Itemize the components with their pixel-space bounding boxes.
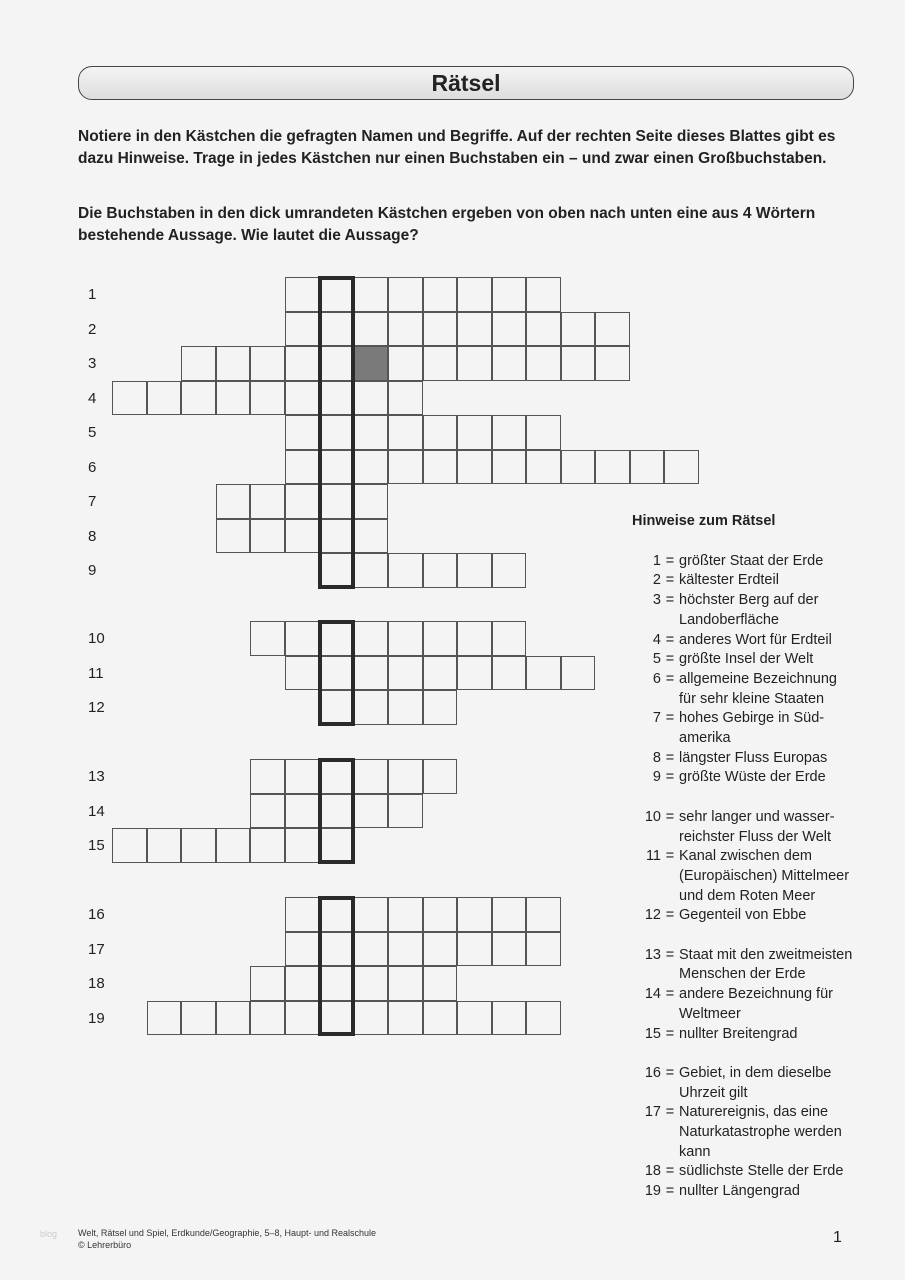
clue-text: Staat mit den zweitmeisten xyxy=(679,946,853,963)
row-number: 1 xyxy=(88,286,97,303)
clue-item xyxy=(632,571,852,591)
letter-cell[interactable] xyxy=(388,690,423,725)
row-number: 6 xyxy=(88,458,97,476)
clue-item xyxy=(632,1162,852,1182)
clue-number xyxy=(632,1143,661,1163)
clue-continuation xyxy=(632,867,852,887)
clue-text: Gegenteil von Ebbe xyxy=(679,907,807,924)
letter-cell[interactable] xyxy=(457,415,492,450)
equals-sign: = xyxy=(665,631,675,648)
clue-number: 12 xyxy=(644,907,661,924)
letter-cell[interactable] xyxy=(216,381,251,416)
letter-cell[interactable] xyxy=(492,1001,527,1036)
letter-cell[interactable] xyxy=(285,1001,320,1036)
letter-cell[interactable] xyxy=(526,656,561,691)
letter-cell[interactable] xyxy=(250,1001,285,1036)
letter-cell[interactable] xyxy=(457,621,492,656)
equals-sign: = xyxy=(665,769,675,786)
equals-sign: = xyxy=(665,572,675,589)
clue-item xyxy=(632,768,852,788)
clue-number: 5 xyxy=(652,651,661,668)
clue-text: Landoberfläche xyxy=(679,611,779,628)
clue-item xyxy=(632,1103,852,1123)
letter-cell[interactable] xyxy=(388,794,423,829)
letter-cell[interactable] xyxy=(561,312,596,347)
letter-cell[interactable] xyxy=(526,897,561,932)
letter-cell[interactable] xyxy=(354,1001,389,1036)
letter-cell[interactable] xyxy=(388,450,423,485)
equals-sign xyxy=(661,828,679,848)
letter-cell[interactable] xyxy=(526,346,561,381)
clue-number xyxy=(632,1005,661,1025)
letter-cell[interactable] xyxy=(285,346,320,381)
letter-cell[interactable] xyxy=(285,966,320,1001)
clue-continuation xyxy=(632,965,852,985)
letter-cell[interactable] xyxy=(285,312,320,347)
letter-cell[interactable] xyxy=(457,656,492,691)
letter-cell[interactable] xyxy=(388,966,423,1001)
letter-cell[interactable] xyxy=(492,312,527,347)
clue-number xyxy=(632,1084,661,1104)
clue-number: 17 xyxy=(644,1104,661,1121)
clue-continuation xyxy=(632,1143,852,1163)
clue-text: für sehr kleine Staaten xyxy=(679,690,825,707)
letter-cell[interactable] xyxy=(457,932,492,967)
clue-item xyxy=(632,631,852,651)
letter-cell[interactable] xyxy=(285,277,320,312)
instructions-paragraph-2: Die Buchstaben in den dick umrandeten Kästchen ergeben von oben nach unten eine aus 4 Wörtern bestehende Aussage. Wie lautet die Aussage? xyxy=(78,205,816,244)
letter-cell[interactable] xyxy=(354,312,389,347)
solution-column-outline xyxy=(318,620,355,726)
clue-continuation xyxy=(632,611,852,631)
clue-text: Uhrzeit gilt xyxy=(679,1084,748,1101)
clue-text: höchster Berg auf der xyxy=(679,592,819,609)
equals-sign: = xyxy=(665,907,675,924)
letter-cell[interactable] xyxy=(216,484,251,519)
letter-cell[interactable] xyxy=(285,828,320,863)
letter-cell[interactable] xyxy=(423,656,458,691)
letter-cell[interactable] xyxy=(112,381,147,416)
letter-cell[interactable] xyxy=(492,450,527,485)
page-title: Rätsel xyxy=(78,66,854,100)
letter-cell[interactable] xyxy=(285,621,320,656)
letter-cell[interactable] xyxy=(285,897,320,932)
letter-cell[interactable] xyxy=(388,277,423,312)
equals-sign: = xyxy=(665,986,675,1003)
clue-number: 9 xyxy=(652,769,661,786)
clue-number: 19 xyxy=(644,1183,661,1200)
solution-column-outline xyxy=(318,276,355,589)
clue-number xyxy=(632,1123,661,1143)
letter-cell[interactable] xyxy=(354,415,389,450)
letter-cell[interactable] xyxy=(423,897,458,932)
row-number: 2 xyxy=(88,320,97,338)
letter-cell[interactable] xyxy=(354,553,389,588)
equals-sign xyxy=(661,1123,679,1143)
letter-cell[interactable] xyxy=(354,450,389,485)
equals-sign: = xyxy=(665,1025,675,1042)
equals-sign: = xyxy=(665,749,675,766)
clue-item xyxy=(632,906,852,926)
letter-cell[interactable] xyxy=(492,897,527,932)
equals-sign xyxy=(661,887,679,907)
solution-column-outline xyxy=(318,896,355,1036)
clue-text: Kanal zwischen dem xyxy=(679,848,812,865)
row-number: 8 xyxy=(88,527,97,545)
row-number: 13 xyxy=(88,768,105,785)
letter-cell[interactable] xyxy=(250,828,285,863)
equals-sign xyxy=(661,729,679,749)
letter-cell[interactable] xyxy=(423,1001,458,1036)
letter-cell[interactable] xyxy=(147,1001,182,1036)
clue-item xyxy=(632,650,852,670)
letter-cell[interactable] xyxy=(388,759,423,794)
letter-cell[interactable] xyxy=(492,553,527,588)
equals-sign: = xyxy=(665,808,675,825)
clue-text: andere Bezeichnung für xyxy=(679,986,833,1003)
equals-sign: = xyxy=(665,848,675,865)
letter-cell[interactable] xyxy=(250,346,285,381)
letter-cell[interactable] xyxy=(595,312,630,347)
letter-cell[interactable] xyxy=(664,450,699,485)
letter-cell[interactable] xyxy=(423,450,458,485)
letter-cell[interactable] xyxy=(423,277,458,312)
clue-text: und dem Roten Meer xyxy=(679,887,816,904)
clues-title: Hinweise zum Rätsel xyxy=(632,513,776,529)
row-number: 9 xyxy=(88,562,97,579)
clue-number: 8 xyxy=(652,749,661,766)
row-number: 3 xyxy=(88,355,97,372)
letter-cell[interactable] xyxy=(388,1001,423,1036)
shaded-cell xyxy=(354,346,389,381)
letter-cell[interactable] xyxy=(457,897,492,932)
clue-item xyxy=(632,552,852,572)
clue-text: südlichste Stelle der Erde xyxy=(679,1163,844,1180)
clue-number: 1 xyxy=(652,552,661,569)
clue-number: 3 xyxy=(652,592,661,609)
clue-number xyxy=(632,828,661,848)
equals-sign xyxy=(661,611,679,631)
clue-number: 14 xyxy=(644,986,661,1003)
equals-sign xyxy=(661,1005,679,1025)
clue-number: 16 xyxy=(644,1064,661,1081)
clue-item xyxy=(632,709,852,729)
letter-cell[interactable] xyxy=(181,346,216,381)
letter-cell[interactable] xyxy=(354,897,389,932)
letter-cell[interactable] xyxy=(388,656,423,691)
letter-cell[interactable] xyxy=(595,346,630,381)
page-number: 1 xyxy=(833,1229,842,1246)
clue-number: 13 xyxy=(644,946,661,963)
letter-cell[interactable] xyxy=(492,346,527,381)
clue-number: 18 xyxy=(644,1163,661,1180)
clue-text: sehr langer und wasser- xyxy=(679,808,835,825)
letter-cell[interactable] xyxy=(457,553,492,588)
letter-cell[interactable] xyxy=(354,277,389,312)
letter-cell[interactable] xyxy=(388,621,423,656)
equals-sign: = xyxy=(665,1064,675,1081)
letter-cell[interactable] xyxy=(354,519,389,554)
clue-text: reichster Fluss der Welt xyxy=(679,828,832,845)
clue-text: Weltmeer xyxy=(679,1005,741,1022)
letter-cell[interactable] xyxy=(423,621,458,656)
letter-cell[interactable] xyxy=(526,415,561,450)
clue-text: längster Fluss Europas xyxy=(679,749,828,766)
letter-cell[interactable] xyxy=(423,690,458,725)
clue-number: 2 xyxy=(652,572,661,589)
clue-number: 11 xyxy=(645,848,661,865)
clue-number: 4 xyxy=(652,631,661,648)
clue-number: 10 xyxy=(644,808,661,825)
clue-item xyxy=(632,946,852,966)
clue-continuation xyxy=(632,828,852,848)
letter-cell[interactable] xyxy=(457,312,492,347)
letter-cell[interactable] xyxy=(388,381,423,416)
letter-cell[interactable] xyxy=(561,656,596,691)
letter-cell[interactable] xyxy=(526,277,561,312)
row-number: 19 xyxy=(88,1009,105,1027)
letter-cell[interactable] xyxy=(388,553,423,588)
letter-cell[interactable] xyxy=(561,346,596,381)
letter-cell[interactable] xyxy=(216,828,251,863)
letter-cell[interactable] xyxy=(457,277,492,312)
letter-cell[interactable] xyxy=(354,966,389,1001)
letter-cell[interactable] xyxy=(354,656,389,691)
letter-cell[interactable] xyxy=(423,966,458,1001)
clue-text: (Europäischen) Mittelmeer xyxy=(679,867,850,884)
letter-cell[interactable] xyxy=(492,621,527,656)
letter-cell[interactable] xyxy=(492,277,527,312)
letter-cell[interactable] xyxy=(112,828,147,863)
letter-cell[interactable] xyxy=(423,346,458,381)
letter-cell[interactable] xyxy=(388,897,423,932)
clue-text: Menschen der Erde xyxy=(679,966,806,983)
letter-cell[interactable] xyxy=(250,519,285,554)
letter-cell[interactable] xyxy=(285,450,320,485)
clue-number: 6 xyxy=(652,670,661,687)
equals-sign xyxy=(661,690,679,710)
clue-item xyxy=(632,808,852,828)
letter-cell[interactable] xyxy=(561,450,596,485)
clue-text: nullter Längengrad xyxy=(679,1183,800,1200)
letter-cell[interactable] xyxy=(526,1001,561,1036)
clue-text: kann xyxy=(679,1143,711,1160)
row-number: 12 xyxy=(88,699,105,716)
row-number: 11 xyxy=(88,664,104,682)
clue-item xyxy=(632,670,852,690)
clue-text: amerika xyxy=(679,730,731,747)
letter-cell[interactable] xyxy=(285,415,320,450)
letter-cell[interactable] xyxy=(250,621,285,656)
row-number: 10 xyxy=(88,630,105,647)
letter-cell[interactable] xyxy=(250,759,285,794)
equals-sign xyxy=(661,867,679,887)
footer-copyright: © Lehrerbüro xyxy=(78,1240,132,1250)
equals-sign xyxy=(661,1143,679,1163)
letter-cell[interactable] xyxy=(285,656,320,691)
clue-number xyxy=(632,887,661,907)
clue-item xyxy=(632,1064,852,1084)
clue-text: Gebiet, in dem dieselbe xyxy=(679,1064,832,1081)
letter-cell[interactable] xyxy=(388,932,423,967)
row-number: 18 xyxy=(88,975,105,992)
equals-sign: = xyxy=(665,710,675,727)
equals-sign: = xyxy=(665,1163,675,1180)
letter-cell[interactable] xyxy=(285,794,320,829)
clue-text: größte Insel der Welt xyxy=(679,651,814,668)
letter-cell[interactable] xyxy=(216,1001,251,1036)
clue-number xyxy=(632,690,661,710)
letter-cell[interactable] xyxy=(354,932,389,967)
clue-number xyxy=(632,965,661,985)
letter-cell[interactable] xyxy=(285,381,320,416)
letter-cell[interactable] xyxy=(285,484,320,519)
letter-cell[interactable] xyxy=(630,450,665,485)
row-number: 17 xyxy=(88,940,105,958)
clue-continuation xyxy=(632,887,852,907)
clue-text: anderes Wort für Erdteil xyxy=(679,631,832,648)
clue-continuation xyxy=(632,690,852,710)
letter-cell[interactable] xyxy=(526,450,561,485)
watermark: blog xyxy=(40,1229,58,1239)
letter-cell[interactable] xyxy=(457,450,492,485)
clue-item xyxy=(632,1182,852,1202)
letter-cell[interactable] xyxy=(354,690,389,725)
solution-column-outline xyxy=(318,758,355,864)
clue-number xyxy=(632,611,661,631)
clue-text: Naturereignis, das eine xyxy=(679,1104,829,1121)
equals-sign: = xyxy=(665,592,675,609)
letter-cell[interactable] xyxy=(492,656,527,691)
row-number: 15 xyxy=(88,837,105,854)
footer-source: Welt, Rätsel und Spiel, Erdkunde/Geographie, 5–8, Haupt- und Realschule xyxy=(78,1228,377,1238)
clues-panel xyxy=(632,512,852,1202)
instructions-paragraph-1: Notiere in den Kästchen die gefragten Namen und Begriffe. Auf der rechten Seite dieses Blattes gibt es dazu Hinweise. Trage in jedes Kästchen nur einen Buchstaben ein – und zwar einen Großbuchstaben. xyxy=(78,128,836,167)
letter-cell[interactable] xyxy=(354,759,389,794)
letter-cell[interactable] xyxy=(250,966,285,1001)
letter-cell[interactable] xyxy=(457,346,492,381)
equals-sign xyxy=(661,965,679,985)
clue-number xyxy=(632,867,661,887)
letter-cell[interactable] xyxy=(423,759,458,794)
letter-cell[interactable] xyxy=(250,794,285,829)
clue-continuation xyxy=(632,1123,852,1143)
letter-cell[interactable] xyxy=(457,1001,492,1036)
row-number: 5 xyxy=(88,424,97,441)
clue-text: allgemeine Bezeichnung xyxy=(679,670,837,687)
letter-cell[interactable] xyxy=(492,415,527,450)
letter-cell[interactable] xyxy=(181,1001,216,1036)
letter-cell[interactable] xyxy=(216,519,251,554)
clue-text: kältester Erdteil xyxy=(679,572,779,589)
clue-number xyxy=(632,729,661,749)
letter-cell[interactable] xyxy=(147,828,182,863)
clue-item xyxy=(632,591,852,611)
clue-text: größte Wüste der Erde xyxy=(679,769,826,786)
equals-sign: = xyxy=(665,946,675,963)
clue-item xyxy=(632,1025,852,1045)
letter-cell[interactable] xyxy=(250,381,285,416)
row-number: 7 xyxy=(88,493,97,510)
clue-item xyxy=(632,985,852,1005)
footer xyxy=(78,1227,376,1251)
row-number: 16 xyxy=(88,906,105,923)
letter-cell[interactable] xyxy=(595,450,630,485)
row-number: 4 xyxy=(88,389,97,407)
letter-cell[interactable] xyxy=(354,621,389,656)
letter-cell[interactable] xyxy=(354,484,389,519)
letter-cell[interactable] xyxy=(388,312,423,347)
clue-continuation xyxy=(632,1084,852,1104)
letter-cell[interactable] xyxy=(526,312,561,347)
letter-cell[interactable] xyxy=(526,932,561,967)
letter-cell[interactable] xyxy=(250,484,285,519)
clue-text: größter Staat der Erde xyxy=(679,552,824,569)
clue-text: nullter Breitengrad xyxy=(679,1025,798,1042)
letter-cell[interactable] xyxy=(285,519,320,554)
clue-continuation xyxy=(632,1005,852,1025)
letter-cell[interactable] xyxy=(423,312,458,347)
equals-sign: = xyxy=(665,1183,675,1200)
clue-item xyxy=(632,847,852,867)
equals-sign xyxy=(661,1084,679,1104)
equals-sign: = xyxy=(665,1104,675,1121)
letter-cell[interactable] xyxy=(181,828,216,863)
letter-cell[interactable] xyxy=(388,346,423,381)
equals-sign: = xyxy=(665,651,675,668)
letter-cell[interactable] xyxy=(423,932,458,967)
equals-sign: = xyxy=(665,552,675,569)
clue-item xyxy=(632,749,852,769)
letter-cell[interactable] xyxy=(181,381,216,416)
letter-cell[interactable] xyxy=(492,932,527,967)
letter-cell[interactable] xyxy=(354,381,389,416)
letter-cell[interactable] xyxy=(147,381,182,416)
equals-sign: = xyxy=(665,670,675,687)
clue-continuation xyxy=(632,729,852,749)
clue-text: Naturkatastrophe werden xyxy=(679,1124,842,1141)
letter-cell[interactable] xyxy=(285,932,320,967)
letter-cell[interactable] xyxy=(216,346,251,381)
row-number: 14 xyxy=(88,802,105,820)
clue-text: hohes Gebirge in Süd- xyxy=(679,710,825,727)
letter-cell[interactable] xyxy=(388,415,423,450)
letter-cell[interactable] xyxy=(423,415,458,450)
letter-cell[interactable] xyxy=(354,794,389,829)
clue-number: 15 xyxy=(644,1025,661,1042)
clue-number: 7 xyxy=(652,710,661,727)
letter-cell[interactable] xyxy=(423,553,458,588)
letter-cell[interactable] xyxy=(285,759,320,794)
